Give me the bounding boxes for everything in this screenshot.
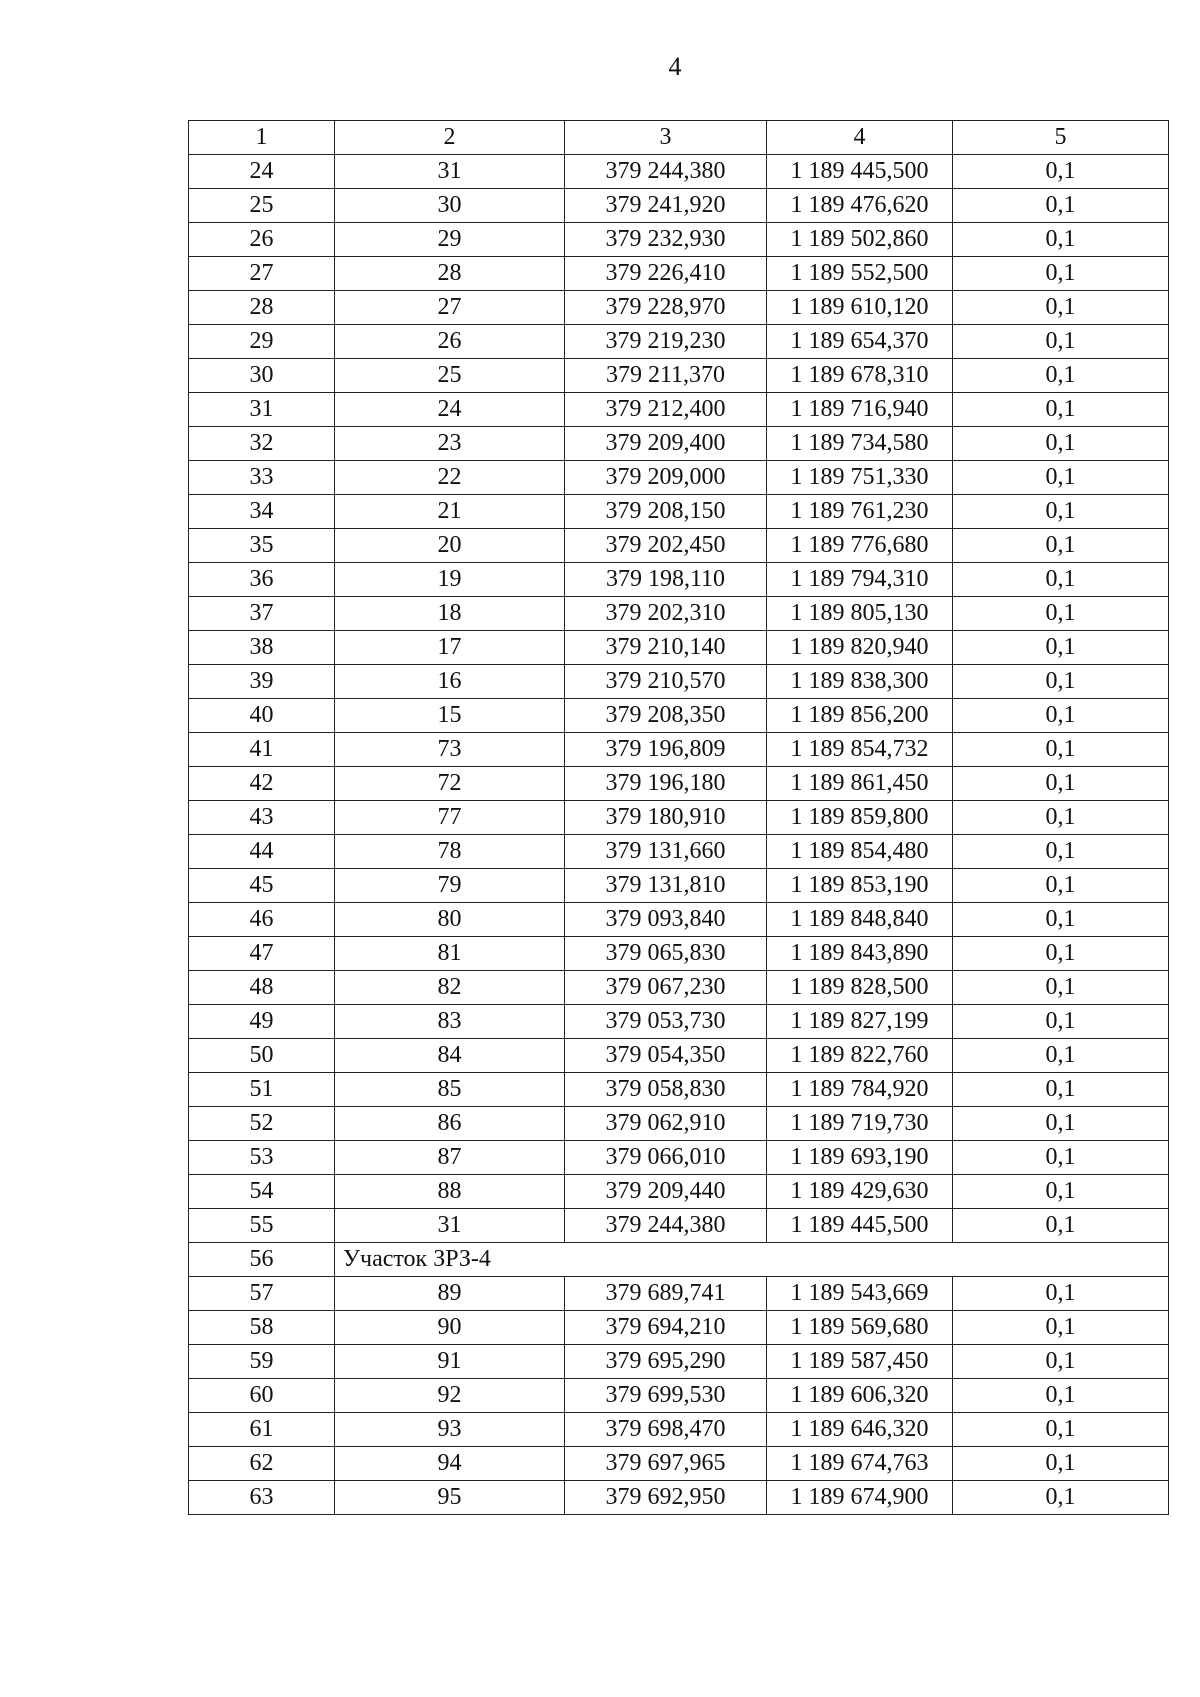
table-cell: 379 244,380 — [565, 155, 767, 189]
table-cell: 15 — [335, 699, 565, 733]
table-cell: 1 189 854,732 — [767, 733, 953, 767]
table-cell: 24 — [189, 155, 335, 189]
table-row — [189, 393, 1169, 427]
section-title: Участок ЗРЗ-4 — [335, 1243, 1169, 1277]
table-row — [189, 359, 1169, 393]
table-cell: 379 699,530 — [565, 1379, 767, 1413]
table-cell: 0,1 — [953, 325, 1169, 359]
table-cell: 1 189 429,630 — [767, 1175, 953, 1209]
table-cell: 379 232,930 — [565, 223, 767, 257]
table-row — [189, 461, 1169, 495]
table-row — [189, 1447, 1169, 1481]
table-cell: 1 189 610,120 — [767, 291, 953, 325]
table-cell: 31 — [335, 155, 565, 189]
table-cell: 44 — [189, 835, 335, 869]
table-cell: 0,1 — [953, 427, 1169, 461]
table-cell: 50 — [189, 1039, 335, 1073]
table-cell: 0,1 — [953, 1141, 1169, 1175]
table-cell: 1 189 693,190 — [767, 1141, 953, 1175]
table-cell: 49 — [189, 1005, 335, 1039]
table-row — [189, 189, 1169, 223]
table-cell: 0,1 — [953, 257, 1169, 291]
table-cell: 1 189 838,300 — [767, 665, 953, 699]
table-row — [189, 937, 1169, 971]
table-cell: 0,1 — [953, 223, 1169, 257]
table-row — [189, 1379, 1169, 1413]
table-cell: 73 — [335, 733, 565, 767]
table-cell: 0,1 — [953, 971, 1169, 1005]
table-row — [189, 801, 1169, 835]
table-row — [189, 733, 1169, 767]
table-cell: 379 208,150 — [565, 495, 767, 529]
table-cell: 0,1 — [953, 937, 1169, 971]
table-cell: 379 065,830 — [565, 937, 767, 971]
table-cell: 0,1 — [953, 1107, 1169, 1141]
table-cell: 88 — [335, 1175, 565, 1209]
table-cell: 86 — [335, 1107, 565, 1141]
table-cell: 379 694,210 — [565, 1311, 767, 1345]
table-cell: 25 — [189, 189, 335, 223]
table-cell: 0,1 — [953, 563, 1169, 597]
table-cell: 0,1 — [953, 359, 1169, 393]
table-cell: 1 189 751,330 — [767, 461, 953, 495]
table-cell: 95 — [335, 1481, 565, 1515]
table-cell: 379 202,450 — [565, 529, 767, 563]
table-cell: 29 — [189, 325, 335, 359]
table-cell: 1 189 719,730 — [767, 1107, 953, 1141]
table-cell: 379 202,310 — [565, 597, 767, 631]
table-row — [189, 155, 1169, 189]
table-cell: 0,1 — [953, 461, 1169, 495]
table-row — [189, 971, 1169, 1005]
table-cell: 0,1 — [953, 1209, 1169, 1243]
header-row — [189, 121, 1169, 155]
table-cell: 36 — [189, 563, 335, 597]
table-cell: 28 — [335, 257, 565, 291]
table-row — [189, 495, 1169, 529]
table-cell: 21 — [335, 495, 565, 529]
table-row — [189, 325, 1169, 359]
table-cell: 1 189 646,320 — [767, 1413, 953, 1447]
table-cell: 0,1 — [953, 835, 1169, 869]
table-cell: 1 189 476,620 — [767, 189, 953, 223]
table-cell: 1 189 674,900 — [767, 1481, 953, 1515]
table-cell: 79 — [335, 869, 565, 903]
table-cell: 1 189 794,310 — [767, 563, 953, 597]
table-cell: 0,1 — [953, 189, 1169, 223]
table-cell: 61 — [189, 1413, 335, 1447]
table-cell: 63 — [189, 1481, 335, 1515]
table-row — [189, 1039, 1169, 1073]
table-cell: 84 — [335, 1039, 565, 1073]
table-cell: 1 189 761,230 — [767, 495, 953, 529]
table-cell: 30 — [189, 359, 335, 393]
table-cell: 0,1 — [953, 869, 1169, 903]
table-cell: 379 698,470 — [565, 1413, 767, 1447]
table-cell: 0,1 — [953, 1481, 1169, 1515]
table-row — [189, 835, 1169, 869]
table-cell: 379 054,350 — [565, 1039, 767, 1073]
table-cell: 379 066,010 — [565, 1141, 767, 1175]
table-cell: 59 — [189, 1345, 335, 1379]
table-cell: 35 — [189, 529, 335, 563]
table-row — [189, 1345, 1169, 1379]
table-cell: 30 — [335, 189, 565, 223]
table-cell: 0,1 — [953, 1039, 1169, 1073]
table-row — [189, 767, 1169, 801]
table-cell: 1 189 776,680 — [767, 529, 953, 563]
table-cell: 52 — [189, 1107, 335, 1141]
table-row — [189, 699, 1169, 733]
table-cell: 48 — [189, 971, 335, 1005]
table-cell: 1 189 828,500 — [767, 971, 953, 1005]
table-cell: 1 189 502,860 — [767, 223, 953, 257]
table-cell: 81 — [335, 937, 565, 971]
header-cell: 4 — [767, 121, 953, 155]
table-cell: 82 — [335, 971, 565, 1005]
table-cell: 0,1 — [953, 903, 1169, 937]
table-cell: 379 219,230 — [565, 325, 767, 359]
table-cell: 41 — [189, 733, 335, 767]
table-cell: 1 189 587,450 — [767, 1345, 953, 1379]
table-cell: 379 244,380 — [565, 1209, 767, 1243]
table-cell: 28 — [189, 291, 335, 325]
table-row — [189, 1073, 1169, 1107]
table-cell: 46 — [189, 903, 335, 937]
table-cell: 20 — [335, 529, 565, 563]
table-cell: 0,1 — [953, 1277, 1169, 1311]
table-cell: 17 — [335, 631, 565, 665]
table-cell: 0,1 — [953, 1073, 1169, 1107]
table-cell: 42 — [189, 767, 335, 801]
table-cell: 379 241,920 — [565, 189, 767, 223]
table-cell: 1 189 674,763 — [767, 1447, 953, 1481]
table-row — [189, 1141, 1169, 1175]
table-cell: 85 — [335, 1073, 565, 1107]
table-cell: 27 — [189, 257, 335, 291]
table-cell: 1 189 784,920 — [767, 1073, 953, 1107]
table-cell: 379 196,809 — [565, 733, 767, 767]
table-cell: 0,1 — [953, 597, 1169, 631]
table-cell: 0,1 — [953, 699, 1169, 733]
table-cell: 43 — [189, 801, 335, 835]
table-cell: 0,1 — [953, 1345, 1169, 1379]
table-cell: 379 067,230 — [565, 971, 767, 1005]
table-cell: 54 — [189, 1175, 335, 1209]
table-cell: 0,1 — [953, 1379, 1169, 1413]
table-cell: 379 196,180 — [565, 767, 767, 801]
table-cell: 16 — [335, 665, 565, 699]
table-cell: 379 695,290 — [565, 1345, 767, 1379]
table-cell: 379 692,950 — [565, 1481, 767, 1515]
table-cell: 379 053,730 — [565, 1005, 767, 1039]
table-row — [189, 427, 1169, 461]
table-cell: 379 198,110 — [565, 563, 767, 597]
table-cell: 0,1 — [953, 767, 1169, 801]
table-row — [189, 903, 1169, 937]
table-cell: 379 211,370 — [565, 359, 767, 393]
table-cell: 379 226,410 — [565, 257, 767, 291]
table-cell: 34 — [189, 495, 335, 529]
table-cell: 1 189 678,310 — [767, 359, 953, 393]
table-cell: 25 — [335, 359, 565, 393]
table-cell: 379 180,910 — [565, 801, 767, 835]
table-cell: 1 189 861,450 — [767, 767, 953, 801]
table-cell: 0,1 — [953, 1447, 1169, 1481]
table-cell: 33 — [189, 461, 335, 495]
table-cell: 379 209,000 — [565, 461, 767, 495]
table-cell: 89 — [335, 1277, 565, 1311]
table-cell: 31 — [335, 1209, 565, 1243]
table-header — [189, 121, 1169, 155]
header-cell: 3 — [565, 121, 767, 155]
table-body — [189, 155, 1169, 1515]
table-cell: 1 189 716,940 — [767, 393, 953, 427]
table-cell: 62 — [189, 1447, 335, 1481]
table-cell: 379 697,965 — [565, 1447, 767, 1481]
table-row — [189, 1481, 1169, 1515]
table-cell: 1 189 853,190 — [767, 869, 953, 903]
table-row — [189, 1413, 1169, 1447]
table-cell: 92 — [335, 1379, 565, 1413]
table-cell: 0,1 — [953, 529, 1169, 563]
table-row — [189, 1209, 1169, 1243]
table-cell: 31 — [189, 393, 335, 427]
table-cell: 379 689,741 — [565, 1277, 767, 1311]
table-cell: 0,1 — [953, 393, 1169, 427]
table-cell: 93 — [335, 1413, 565, 1447]
table-row — [189, 1175, 1169, 1209]
table-row — [189, 665, 1169, 699]
coordinates-table — [188, 120, 1169, 1515]
table-cell: 38 — [189, 631, 335, 665]
table-cell: 27 — [335, 291, 565, 325]
table-cell: 19 — [335, 563, 565, 597]
table-cell: 0,1 — [953, 291, 1169, 325]
table-cell: 379 131,660 — [565, 835, 767, 869]
table-row — [189, 257, 1169, 291]
section-row — [189, 1243, 1169, 1277]
table-row — [189, 1311, 1169, 1345]
header-cell: 5 — [953, 121, 1169, 155]
table-cell: 1 189 822,760 — [767, 1039, 953, 1073]
table-cell: 1 189 827,199 — [767, 1005, 953, 1039]
table-cell: 91 — [335, 1345, 565, 1379]
table-cell: 379 228,970 — [565, 291, 767, 325]
table-cell: 60 — [189, 1379, 335, 1413]
page-number: 4 — [668, 52, 682, 81]
table-cell: 379 093,840 — [565, 903, 767, 937]
table-cell: 87 — [335, 1141, 565, 1175]
table-cell: 45 — [189, 869, 335, 903]
table-row — [189, 631, 1169, 665]
table-cell: 1 189 859,800 — [767, 801, 953, 835]
table-cell: 37 — [189, 597, 335, 631]
table-cell: 78 — [335, 835, 565, 869]
table-cell: 0,1 — [953, 665, 1169, 699]
table-cell: 77 — [335, 801, 565, 835]
table-cell: 23 — [335, 427, 565, 461]
table-cell: 0,1 — [953, 1005, 1169, 1039]
table-cell: 379 209,400 — [565, 427, 767, 461]
table-cell: 1 189 552,500 — [767, 257, 953, 291]
table-cell: 1 189 820,940 — [767, 631, 953, 665]
table-cell: 379 210,140 — [565, 631, 767, 665]
table-row — [189, 597, 1169, 631]
table-cell: 1 189 654,370 — [767, 325, 953, 359]
table-cell: 55 — [189, 1209, 335, 1243]
table-row — [189, 1277, 1169, 1311]
table-cell: 32 — [189, 427, 335, 461]
table-cell: 26 — [189, 223, 335, 257]
table-cell: 47 — [189, 937, 335, 971]
header-cell: 2 — [335, 121, 565, 155]
table-cell: 1 189 543,669 — [767, 1277, 953, 1311]
table-row — [189, 1005, 1169, 1039]
table-cell: 1 189 569,680 — [767, 1311, 953, 1345]
table-row — [189, 869, 1169, 903]
table-cell: 40 — [189, 699, 335, 733]
table-cell: 379 208,350 — [565, 699, 767, 733]
table-cell: 24 — [335, 393, 565, 427]
table-cell: 0,1 — [953, 155, 1169, 189]
table-cell: 1 189 856,200 — [767, 699, 953, 733]
table-row — [189, 1107, 1169, 1141]
table-cell: 1 189 445,500 — [767, 1209, 953, 1243]
table-cell: 379 210,570 — [565, 665, 767, 699]
table-cell: 379 209,440 — [565, 1175, 767, 1209]
table-row — [189, 291, 1169, 325]
table-cell: 1 189 445,500 — [767, 155, 953, 189]
table-cell: 26 — [335, 325, 565, 359]
table-cell: 379 062,910 — [565, 1107, 767, 1141]
table-cell: 0,1 — [953, 733, 1169, 767]
table-cell: 1 189 805,130 — [767, 597, 953, 631]
table-cell: 80 — [335, 903, 565, 937]
table-cell: 53 — [189, 1141, 335, 1175]
table-cell: 379 131,810 — [565, 869, 767, 903]
table-row — [189, 563, 1169, 597]
table-cell: 58 — [189, 1311, 335, 1345]
table-cell: 379 058,830 — [565, 1073, 767, 1107]
table-cell: 72 — [335, 767, 565, 801]
table-cell: 94 — [335, 1447, 565, 1481]
table-row — [189, 223, 1169, 257]
table-cell: 1 189 606,320 — [767, 1379, 953, 1413]
table-cell: 90 — [335, 1311, 565, 1345]
table-cell: 0,1 — [953, 631, 1169, 665]
table-cell: 1 189 734,580 — [767, 427, 953, 461]
table-cell: 0,1 — [953, 801, 1169, 835]
table-cell: 0,1 — [953, 495, 1169, 529]
table-cell: 1 189 843,890 — [767, 937, 953, 971]
header-cell: 1 — [189, 121, 335, 155]
table-cell: 379 212,400 — [565, 393, 767, 427]
table-cell: 29 — [335, 223, 565, 257]
table-cell: 0,1 — [953, 1311, 1169, 1345]
table-cell: 1 189 848,840 — [767, 903, 953, 937]
table-cell: 0,1 — [953, 1413, 1169, 1447]
table-cell: 39 — [189, 665, 335, 699]
table-row — [189, 529, 1169, 563]
table-cell: 83 — [335, 1005, 565, 1039]
section-row-number: 56 — [189, 1243, 335, 1277]
table-cell: 57 — [189, 1277, 335, 1311]
table-cell: 51 — [189, 1073, 335, 1107]
table-cell: 18 — [335, 597, 565, 631]
table-cell: 22 — [335, 461, 565, 495]
table-cell: 1 189 854,480 — [767, 835, 953, 869]
table-cell: 0,1 — [953, 1175, 1169, 1209]
